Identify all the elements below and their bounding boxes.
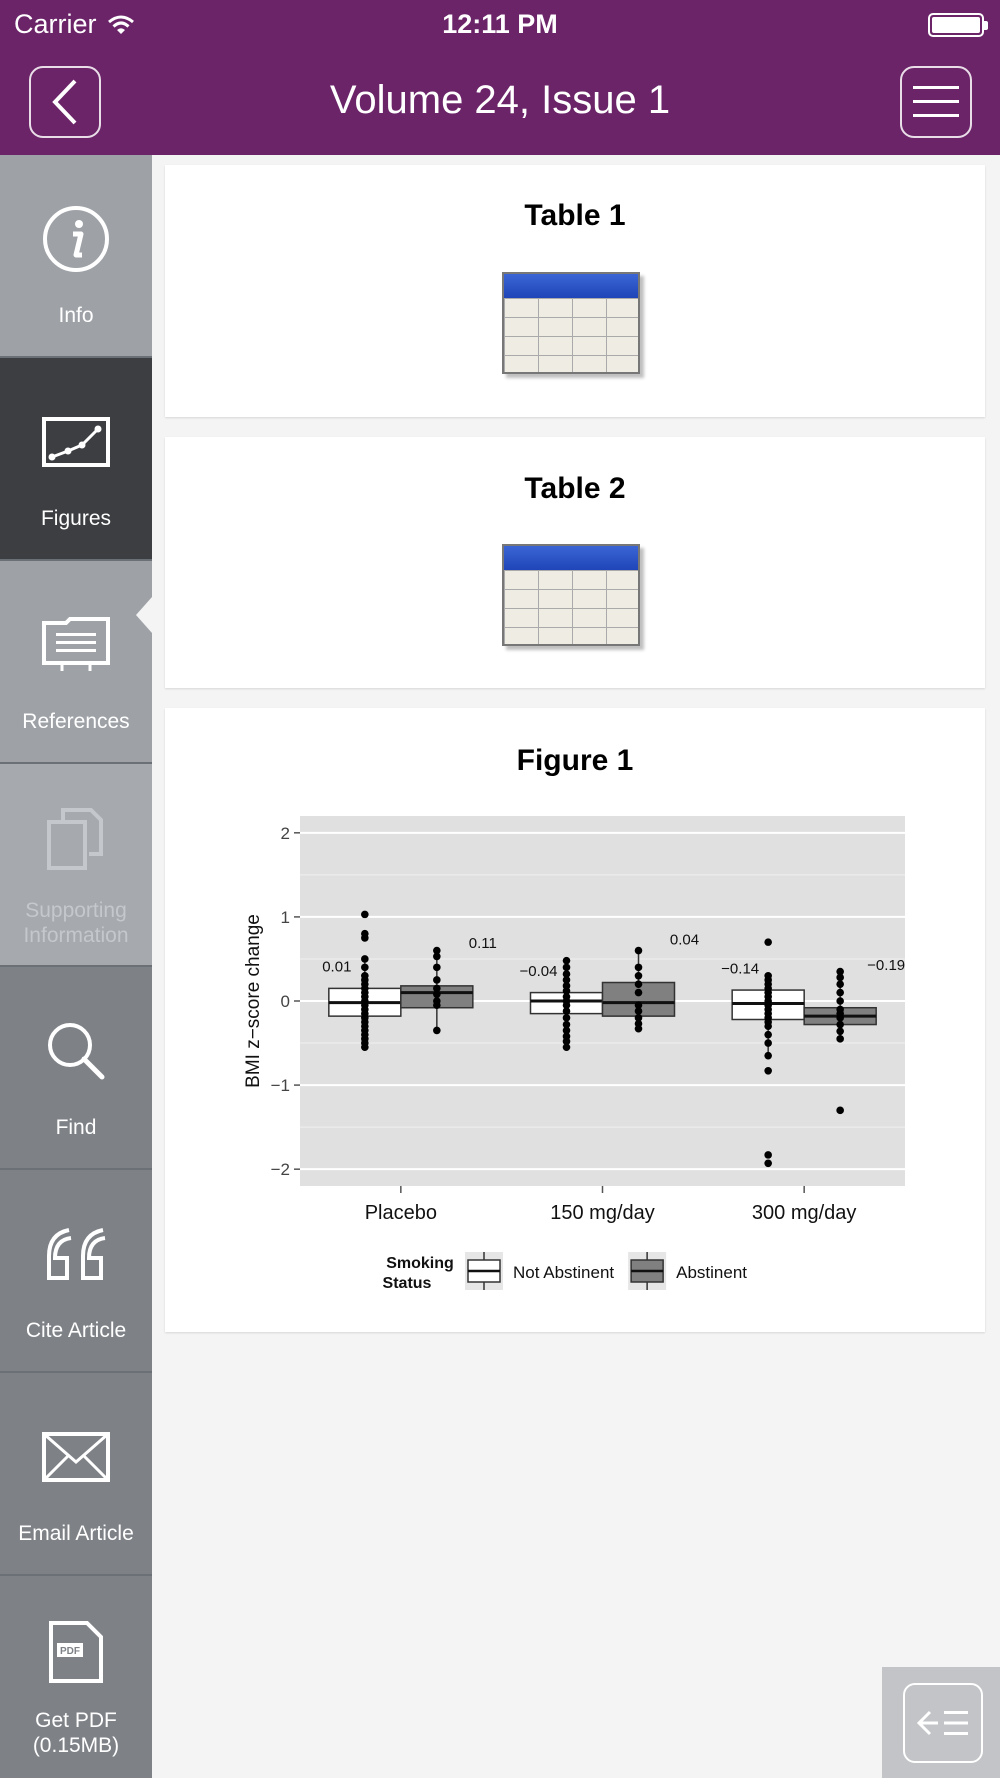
data-point xyxy=(635,947,643,955)
legend-title: Status xyxy=(382,1275,432,1292)
sidebar-item-email-article[interactable] xyxy=(0,1373,152,1576)
mean-label: 0.01 xyxy=(322,958,352,976)
data-point xyxy=(635,1001,643,1009)
table-2-card[interactable] xyxy=(165,437,985,688)
data-point xyxy=(764,1031,772,1039)
data-point xyxy=(764,1067,772,1075)
sidebar-item-label: Find xyxy=(55,1116,97,1139)
data-point xyxy=(836,1107,844,1115)
legend-label: Abstinent xyxy=(676,1263,748,1282)
sidebar-item-references[interactable] xyxy=(0,561,152,764)
mean-label: −0.14 xyxy=(721,960,760,978)
table-1-card[interactable] xyxy=(165,165,985,417)
data-point xyxy=(433,997,441,1005)
mean-label: −0.04 xyxy=(519,962,558,980)
supporting-information-icon xyxy=(47,808,105,872)
card-title: Table 1 xyxy=(524,199,626,232)
x-tick-label: 150 mg/day xyxy=(550,1202,655,1224)
table-thumbnail-icon xyxy=(502,272,640,374)
data-point xyxy=(361,911,369,919)
search-icon xyxy=(46,1021,106,1081)
sidebar-item-label: Email Article xyxy=(18,1522,134,1545)
card-title: Figure 1 xyxy=(516,744,634,777)
data-point xyxy=(836,1035,844,1043)
sidebar-item-figures[interactable] xyxy=(0,358,152,561)
data-point xyxy=(361,964,369,972)
app-header xyxy=(0,0,1000,155)
data-point xyxy=(764,938,772,946)
pdf-icon xyxy=(49,1621,103,1683)
svg-text:PDF: PDF xyxy=(60,1646,80,1657)
data-point xyxy=(836,997,844,1005)
sidebar-item-cite-article[interactable] xyxy=(0,1170,152,1373)
data-point xyxy=(433,964,441,972)
card-title: Table 2 xyxy=(524,472,626,505)
sidebar-item-label: References xyxy=(22,710,130,733)
data-point xyxy=(433,947,441,955)
data-point xyxy=(635,980,643,988)
sidebar-item-label: Info xyxy=(58,304,94,327)
y-axis-label: BMI z−score change xyxy=(243,914,264,1088)
references-icon xyxy=(42,617,110,673)
data-point xyxy=(361,930,369,938)
legend-label: Not Abstinent xyxy=(513,1263,615,1282)
data-point xyxy=(836,1027,844,1035)
navigation-bar xyxy=(0,60,1000,145)
data-point xyxy=(764,1052,772,1060)
data-point xyxy=(635,989,643,997)
battery-icon xyxy=(928,13,984,37)
data-point xyxy=(635,972,643,980)
sidebar-item-label: Get PDF (0.15MB) xyxy=(32,1709,120,1757)
data-point xyxy=(433,1027,441,1035)
y-tick-label: −1 xyxy=(270,1076,290,1096)
x-tick-label: Placebo xyxy=(364,1202,437,1224)
data-point xyxy=(361,972,369,980)
collapse-sidebar-button[interactable] xyxy=(882,1667,1000,1778)
data-point xyxy=(764,1159,772,1167)
data-point xyxy=(635,1014,643,1022)
sidebar-item-info[interactable] xyxy=(0,155,152,358)
carrier-label: Carrier xyxy=(14,9,97,39)
mean-label: 0.11 xyxy=(468,935,497,953)
figure-1-chart xyxy=(165,708,985,1332)
y-tick-label: 2 xyxy=(280,823,290,843)
legend-title: Smoking xyxy=(386,1255,454,1272)
data-point xyxy=(563,1021,571,1029)
sidebar xyxy=(0,155,152,1778)
sidebar-item-find[interactable] xyxy=(0,967,152,1170)
quote-icon xyxy=(45,1226,107,1282)
active-tab-pointer xyxy=(136,597,152,633)
sidebar-item-supporting-information[interactable] xyxy=(0,764,152,967)
data-point xyxy=(836,1006,844,1014)
data-point xyxy=(836,1021,844,1029)
data-point xyxy=(361,955,369,963)
x-tick-label: 300 mg/day xyxy=(751,1202,857,1224)
data-point xyxy=(836,989,844,997)
sidebar-item-label: Figures xyxy=(40,507,112,530)
data-point xyxy=(836,968,844,976)
y-tick-label: −2 xyxy=(270,1160,290,1180)
envelope-icon xyxy=(42,1432,110,1482)
data-point xyxy=(764,1039,772,1047)
data-point xyxy=(764,1151,772,1159)
data-point xyxy=(764,972,772,980)
sidebar-item-get-pdf[interactable] xyxy=(0,1576,152,1778)
mean-label: 0.04 xyxy=(669,931,700,949)
data-point xyxy=(563,970,571,978)
collapse-list-icon xyxy=(916,1708,970,1738)
info-icon xyxy=(42,205,110,273)
menu-button[interactable] xyxy=(900,66,972,138)
data-point xyxy=(563,964,571,972)
data-point xyxy=(563,957,571,965)
sidebar-item-label: Cite Article xyxy=(25,1319,127,1342)
mean-label: −0.19 xyxy=(867,956,906,974)
figures-icon xyxy=(42,417,110,467)
data-point xyxy=(563,1014,571,1022)
status-bar xyxy=(0,0,1000,50)
data-point xyxy=(635,964,643,972)
sidebar-item-label: Supporting Information xyxy=(23,899,129,947)
page-title: Volume 24, Issue 1 xyxy=(329,78,671,122)
data-point xyxy=(433,976,441,984)
hamburger-icon xyxy=(913,83,959,121)
clock: 12:11 PM xyxy=(442,9,558,39)
y-tick-label: 0 xyxy=(280,992,290,1011)
y-tick-label: 1 xyxy=(280,907,290,927)
table-thumbnail-icon xyxy=(502,544,640,646)
figure-1-card[interactable] xyxy=(165,708,985,1332)
data-point xyxy=(836,980,844,988)
data-point xyxy=(433,985,441,993)
